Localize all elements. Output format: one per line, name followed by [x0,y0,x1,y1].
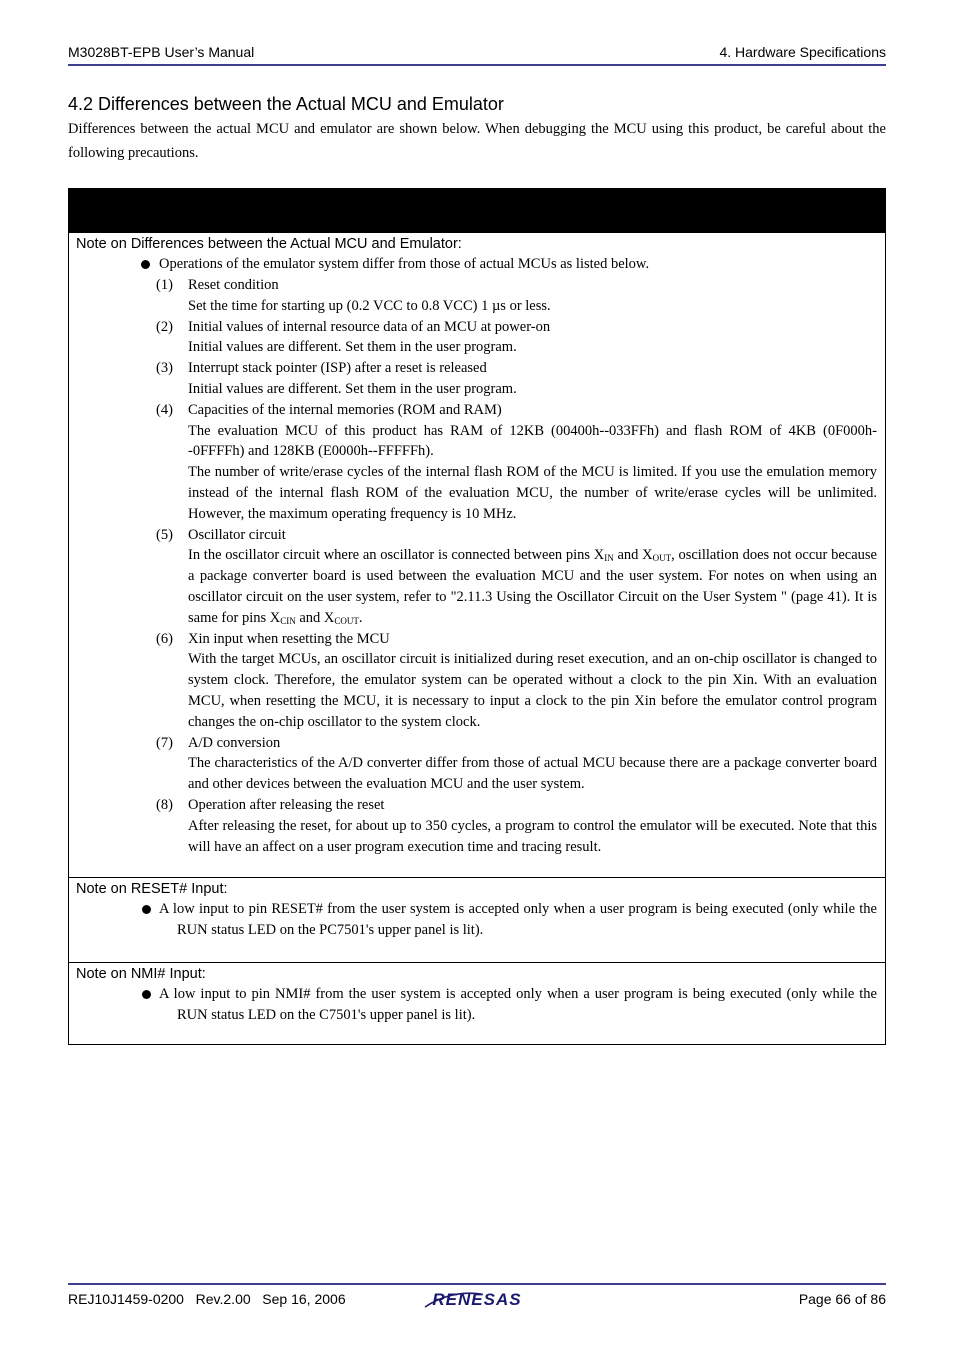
item-title: Xin input when resetting the MCU [188,630,390,647]
pin-subscript: CIN [280,615,296,626]
renesas-logo [421,1288,533,1310]
list-item [69,795,885,857]
item-number: (7) [156,734,173,751]
list-item [69,275,885,317]
item-body: The evaluation MCU of this product has RAM of 12KB (00400h--033FFh) and flash ROM of 4KB (0F000h--0FFFFh) and 128KB (E0000h--FFFFFh). [188,422,877,460]
item-number: (6) [156,630,173,647]
item-title: Capacities of the internal memories (ROM and RAM) [188,401,502,418]
list-item [69,358,885,400]
item-number: (2) [156,318,173,335]
notes-table-header-bar [69,189,885,232]
bullet-icon [142,905,151,914]
footer-page-number: Page 66 of 86 [798,1291,886,1307]
item-body-text: , oscillation does not occur because a package converter board is used between the evaluation MCU and the user system. For notes on when using an oscillator circuit on the user system, refer to "2.11.3 Using the Oscillator Circuit on the User System " (page 41). It is same for pins X [188,547,877,626]
bullet-icon [141,260,150,269]
footer-rule [68,1283,886,1285]
list-item [69,317,885,359]
item-body: The characteristics of the A/D converter differ from those of actual MCU because there are a package converter board and other devices between the evaluation MCU and the user system. [188,755,877,793]
footer-document-info: REJ10J1459-0200 Rev.2.00 Sep 16, 2006 [68,1291,346,1307]
item-number: (8) [156,796,173,813]
note-reset-input [69,877,885,962]
bullet-text: A low input to pin NMI# from the user system is accepted only when a user program is being executed (only while the RUN status LED on the C7501's upper panel is lit). [159,986,877,1023]
list-item [69,525,885,629]
note-nmi-input [69,962,885,1046]
header-manual-title: M3028BT-EPB User’s Manual [68,44,255,60]
note-reset-bullet [69,899,885,941]
item-title: Initial values of internal resource data of an MCU at power-on [188,318,551,335]
bullet-text: A low input to pin RESET# from the user system is accepted only when a user program is being executed (only while the RUN status LED on the PC7501's upper panel is lit). [159,901,877,938]
item-title: A/D conversion [188,734,281,751]
item-body: Initial values are different. Set them in the user program. [188,380,517,397]
item-number: (4) [156,401,173,418]
item-title: Reset condition [188,277,279,293]
section-intro: Differences between the actual MCU and emulator are shown below. When debugging the MCU using this product, be careful about the following precautions. [68,121,886,161]
note-differences-bullet [69,254,885,275]
note-nmi-heading: Note on NMI# Input: [76,966,206,982]
pin-subscript: COUT [334,615,359,626]
bullet-text: Operations of the emulator system differ from those of actual MCUs as listed below. [159,256,650,272]
item-body-text: and X [295,609,335,626]
header-chapter-title: 4. Hardware Specifications [719,44,886,60]
list-item [69,733,885,795]
item-body [69,545,885,628]
note-differences-heading: Note on Differences between the Actual MCU and Emulator: [76,236,462,252]
section-title: 4.2 Differences between the Actual MCU and Emulator [68,94,504,114]
item-number: (3) [156,360,173,377]
item-body: Initial values are different. Set them in the user program. [188,339,517,356]
item-body: After releasing the reset, for about up to 350 cycles, a program to control the emulator will be executed. Note that this will have an affect on a user program execution time and tracing result. [188,817,877,855]
item-body: With the target MCUs, an oscillator circuit is initialized during reset execution, and an on-chip oscillator is changed to system clock. Therefore, the emulator system can be operated without a clock to the pin Xin. With an evaluation MCU, when resetting the MCU, it is necessary to input a clock to the pin Xin before the emulator control program changes the on-chip oscillator to the system clock. [188,651,877,730]
note-differences [69,232,885,877]
item-title: Oscillator circuit [188,526,286,543]
note-nmi-bullet [69,984,885,1026]
note-reset-heading: Note on RESET# Input: [76,881,228,897]
item-body: Set the time for starting up (0.2 VCC to 0.8 VCC) 1 µs or less. [188,297,551,314]
item-number: (1) [156,277,173,293]
item-number: (5) [156,526,173,543]
list-item [69,629,885,733]
item-body-text: and X [613,547,653,564]
item-body: The number of write/erase cycles of the internal flash ROM of the MCU is limited. If you use the emulation memory instead of the internal flash ROM of the evaluation MCU, the number of write/erase cycles will be unlimited. However, the maximum operating frequency is 10 MHz. [188,464,877,522]
renesas-logo-text: RENESAS [432,1290,522,1309]
notes-table [68,188,886,1045]
item-title: Operation after releasing the reset [188,796,385,813]
item-title: Interrupt stack pointer (ISP) after a reset is released [188,360,487,377]
item-body-text: In the oscillator circuit where an oscillator is connected between pins X [188,547,605,564]
pin-subscript: OUT [652,553,672,564]
pin-subscript: IN [604,553,614,564]
item-body-text: . [358,609,363,626]
header-rule [68,64,886,66]
bullet-icon [142,990,151,999]
list-item [69,400,885,525]
